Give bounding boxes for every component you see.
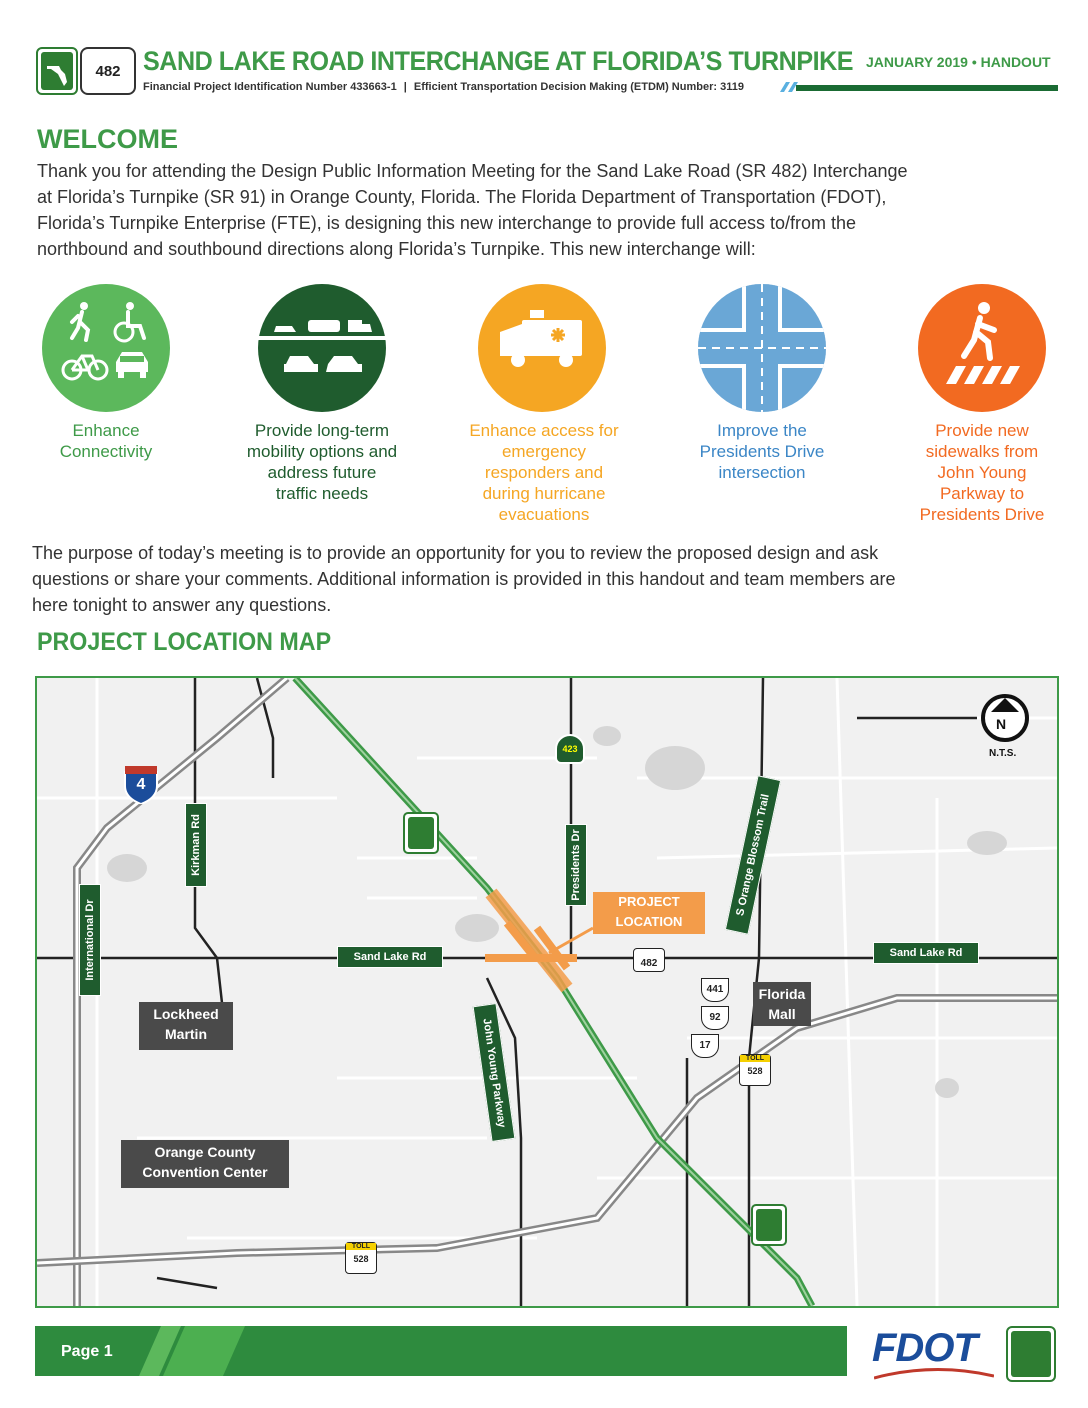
turnpike-shield-icon [403, 812, 439, 854]
road-label-kirkman: Kirkman Rd [185, 803, 207, 887]
turnpike-shield-icon [751, 1204, 787, 1246]
i4-shield-icon: 4 [123, 764, 159, 804]
purpose-line: here tonight to answer any questions. [32, 595, 332, 615]
welcome-intro [37, 158, 908, 262]
place-convention-center: Orange County Convention Center [121, 1140, 289, 1188]
turnpike-logo [36, 47, 78, 95]
intro-line: at Florida’s Turnpike (SR 91) in Orange County, Florida. The Florida Department of Transportation (FDOT), [37, 187, 887, 207]
scale-note: N.T.S. [989, 748, 1017, 759]
etdm: Efficient Transportation Decision Making (ETDM) Number: 3119 [413, 81, 744, 93]
road-label-sandlake-east: Sand Lake Rd [873, 942, 979, 964]
page-number: Page 1 [61, 1343, 113, 1360]
us441-shield-icon: 441 [701, 978, 729, 1002]
road-label-john-young: John Young Parkway [473, 1003, 516, 1142]
place-florida-mall: Florida Mall [753, 982, 811, 1026]
welcome-heading: WELCOME [37, 124, 178, 154]
intro-line: northbound and southbound directions along Florida’s Turnpike. This new interchange will: [37, 239, 756, 259]
fpid: Financial Project Identification Number 433663-1 [143, 81, 397, 93]
road-label-international: International Dr [79, 884, 101, 996]
us17-shield-icon: 17 [691, 1034, 719, 1058]
us92-shield-icon: 92 [701, 1006, 729, 1030]
benefit-caption: Enhance access for emergency responders and during hurricane evacuations [469, 421, 619, 524]
ambulance-icon [478, 284, 606, 412]
purpose-line: The purpose of today’s meeting is to provide an opportunity for you to review the proposed design and ask [32, 543, 879, 563]
footer-bar [35, 1326, 847, 1376]
project-location-highlight [485, 893, 577, 988]
pedestrian-bike-accessibility-icon [42, 284, 170, 412]
benefit-caption: Improve the Presidents Drive intersection [699, 421, 825, 482]
map-heading: PROJECT LOCATION MAP [37, 628, 332, 656]
intro-line: Florida’s Turnpike Enterprise (FTE), is designing this new interchange to provide full access to/from the [37, 213, 857, 233]
sr423-shield-icon: 423 [555, 734, 585, 764]
route-shield [80, 47, 136, 95]
crosswalk-pedestrian-icon [918, 284, 1046, 412]
road-label-obt: S Orange Blossom Trail [725, 775, 781, 935]
north-letter: N [996, 716, 1007, 732]
sr482-shield-icon: 482 [633, 948, 665, 972]
route-shield-number: 482 [95, 63, 121, 80]
sr528-toll-shield-icon: TOLL 528 [739, 1054, 771, 1086]
project-location-label: PROJECT LOCATION [593, 892, 705, 934]
intersection-icon [698, 284, 826, 412]
place-lockheed-martin: Lockheed Martin [139, 1002, 233, 1050]
purpose-text [32, 540, 895, 618]
page-title: SAND LAKE ROAD INTERCHANGE AT FLORIDA’S TURNPIKE [143, 46, 854, 76]
header-rule [776, 82, 1058, 92]
benefit-caption: Enhance Connectivity [59, 421, 153, 461]
project-location-map [35, 676, 1059, 1308]
fdot-swoosh-icon [874, 1366, 994, 1380]
road-label-sandlake-west: Sand Lake Rd [337, 946, 443, 968]
benefit-caption: Provide long-term mobility options and address future traffic needs [246, 421, 398, 503]
benefit-caption: Provide new sidewalks from John Young Parkway to Presidents Drive [919, 421, 1045, 524]
fdot-logo: FDOT [872, 1326, 977, 1370]
intro-line: Thank you for attending the Design Public Information Meeting for the Sand Lake Road (SR 482) Interchange [37, 161, 908, 181]
vehicles-traffic-icon [258, 284, 386, 412]
road-label-presidents: Presidents Dr [565, 824, 587, 906]
turnpike-footer-logo [1006, 1326, 1056, 1382]
florida-map-icon [41, 52, 73, 90]
purpose-line: questions or share your comments. Additional information is provided in this handout and team members are [32, 569, 896, 589]
handout-date: JANUARY 2019 • HANDOUT [866, 54, 1051, 70]
sr528-toll-shield-icon: TOLL 528 [345, 1242, 377, 1274]
project-ids: Financial Project Identification Number 433663-1 | Efficient Transportation Decision Making (ETDM) Number: 3119 [143, 81, 744, 93]
